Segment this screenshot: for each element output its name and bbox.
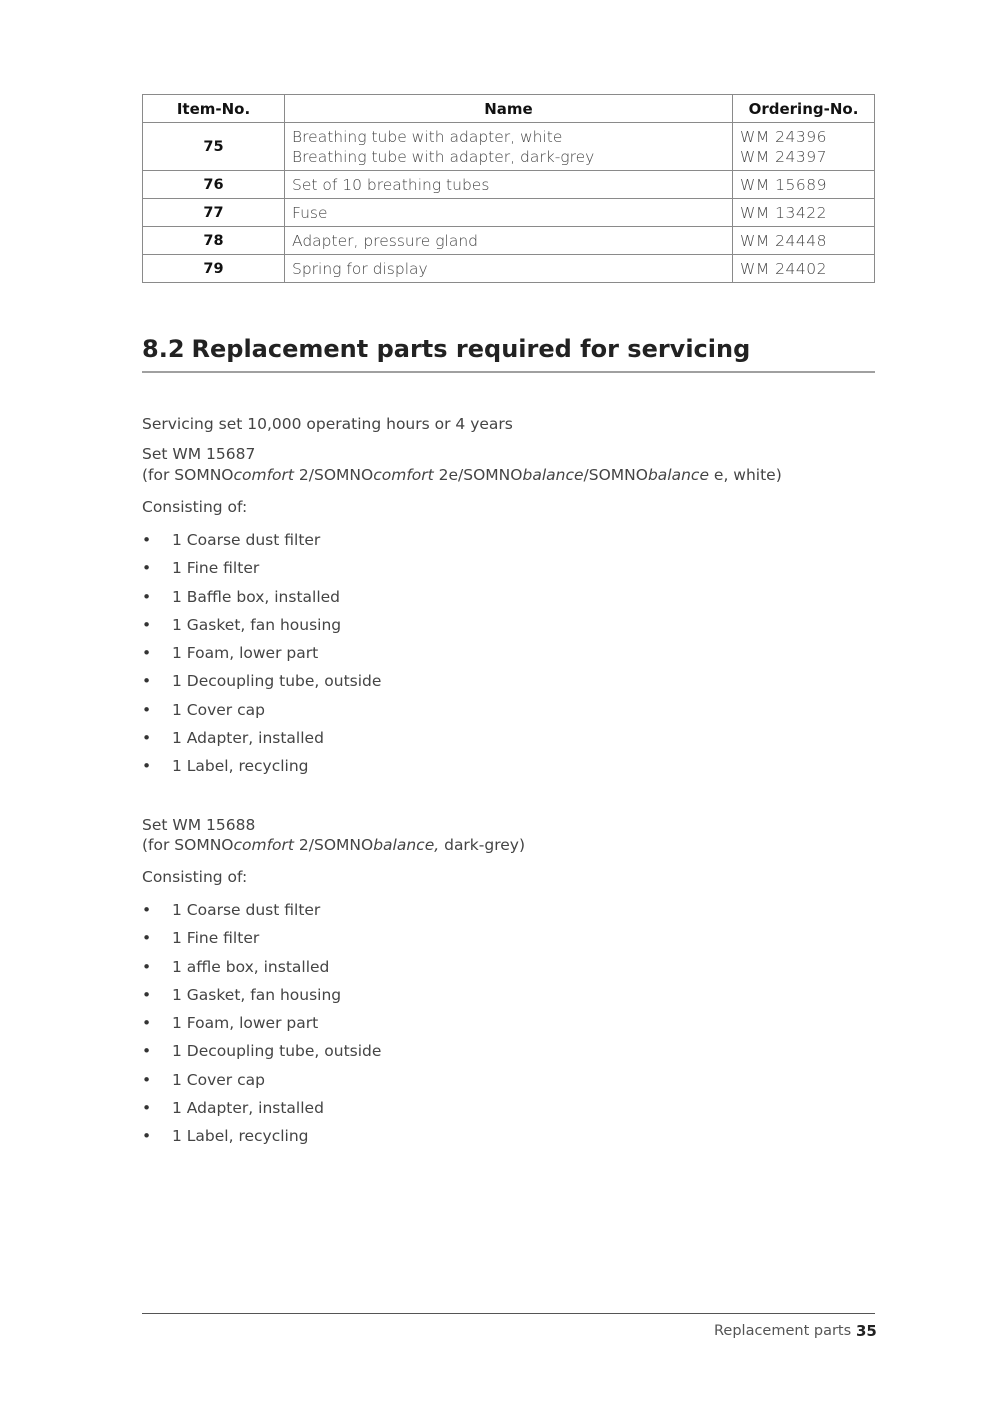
- list-item-text: 1 Coarse dust filter: [172, 531, 321, 549]
- item-number: 76: [143, 171, 285, 199]
- bullet-icon: •: [142, 901, 152, 919]
- set1-devices-part: comfort: [373, 466, 434, 484]
- set2-devices-part: balance,: [373, 836, 440, 854]
- table-row: [143, 255, 875, 283]
- set1-devices-part: balance: [647, 466, 709, 484]
- ordering-number: [733, 123, 875, 171]
- set1-consisting: Consisting of:: [142, 498, 248, 516]
- parts-table: [142, 94, 875, 283]
- list-item: [142, 1041, 381, 1069]
- item-number: 78: [143, 227, 285, 255]
- bullet-icon: •: [142, 700, 152, 719]
- list-item-text: 1 Cover cap: [172, 1070, 265, 1089]
- ordering-number: WM 15689: [733, 171, 875, 199]
- set2-devices-part: 2/SOMNO: [294, 836, 374, 854]
- list-item: [142, 1013, 381, 1041]
- bullet-icon: •: [142, 587, 152, 606]
- list-item: [142, 985, 381, 1013]
- intro-text: Servicing set 10,000 operating hours or 4 years: [142, 415, 513, 433]
- set2-consisting: Consisting of:: [142, 868, 248, 886]
- table-row: [143, 199, 875, 227]
- list-item: [142, 928, 381, 956]
- ordering-number: WM 13422: [733, 199, 875, 227]
- list-item-text: 1 Foam, lower part: [172, 1014, 319, 1033]
- list-item-text: 1 Adapter, installed: [172, 729, 324, 748]
- section-title: Replacement parts required for servicing: [191, 335, 751, 363]
- set1-title: Set WM 15687: [142, 445, 256, 463]
- set2-devices-part: comfort: [233, 836, 294, 854]
- bullet-icon: •: [142, 644, 152, 663]
- bullet-icon: •: [142, 957, 152, 976]
- part-name-line: Breathing tube with adapter, white: [292, 127, 563, 146]
- item-number: 77: [143, 199, 285, 227]
- set2-devices: [142, 835, 525, 856]
- table-row: [143, 227, 875, 255]
- set1-devices-part: 2e/SOMNO: [433, 466, 523, 484]
- item-number: 79: [143, 255, 285, 283]
- part-name: Spring for display: [285, 255, 733, 283]
- part-name-line: Breathing tube with adapter, dark-grey: [292, 147, 595, 166]
- bullet-icon: •: [142, 729, 152, 748]
- header-item-no: Item-No.: [143, 95, 285, 123]
- list-item-text: 1 Decoupling tube, outside: [172, 672, 382, 691]
- ordering-number-line: WM 24396: [740, 127, 827, 146]
- list-item: [142, 643, 381, 671]
- list-item-text: 1 Label, recycling: [172, 1127, 309, 1146]
- table-row: [143, 171, 875, 199]
- section-heading: [142, 335, 875, 373]
- list-item-text: 1 affle box, installed: [172, 957, 330, 976]
- list-item-text: 1 Adapter, installed: [172, 1099, 324, 1118]
- list-item: [142, 1098, 381, 1126]
- list-item: [142, 900, 381, 928]
- list-item: [142, 671, 381, 699]
- list-item-text: 1 Decoupling tube, outside: [172, 1042, 382, 1061]
- list-item-text: 1 Cover cap: [172, 700, 265, 719]
- list-item: [142, 530, 381, 558]
- set1-devices-part: balance: [522, 466, 584, 484]
- list-item-text: 1 Foam, lower part: [172, 644, 319, 663]
- list-item: [142, 558, 381, 586]
- bullet-icon: •: [142, 1127, 152, 1146]
- list-item-text: 1 Coarse dust filter: [172, 901, 321, 919]
- bullet-icon: •: [142, 757, 152, 776]
- list-item: [142, 756, 381, 784]
- section-number: 8.2: [142, 335, 185, 363]
- table-row: [143, 123, 875, 171]
- ordering-number: WM 24402: [733, 255, 875, 283]
- ordering-number: WM 24448: [733, 227, 875, 255]
- ordering-number-line: WM 24397: [740, 147, 827, 166]
- bullet-icon: •: [142, 672, 152, 691]
- part-name: Adapter, pressure gland: [285, 227, 733, 255]
- bullet-icon: •: [142, 615, 152, 634]
- table-header-row: [143, 95, 875, 123]
- list-item: [142, 700, 381, 728]
- list-item: [142, 957, 381, 985]
- set2-devices-part: dark-grey): [439, 836, 526, 854]
- bullet-icon: •: [142, 559, 152, 578]
- set1-item-list: [142, 530, 381, 785]
- list-item: [142, 587, 381, 615]
- bullet-icon: •: [142, 531, 152, 549]
- set2-item-list: [142, 900, 381, 1155]
- set1-devices: [142, 465, 782, 486]
- list-item: [142, 728, 381, 756]
- list-item-text: 1 Gasket, fan housing: [172, 985, 342, 1004]
- bullet-icon: •: [142, 929, 152, 948]
- set2-devices-part: (for SOMNO: [142, 836, 234, 854]
- set1-devices-part: (for SOMNO: [142, 466, 234, 484]
- list-item-text: 1 Fine filter: [172, 559, 260, 578]
- bullet-icon: •: [142, 1042, 152, 1061]
- item-number: 75: [143, 123, 285, 171]
- part-name: Set of 10 breathing tubes: [285, 171, 733, 199]
- footer-divider: [142, 1313, 875, 1314]
- page-number: 35: [856, 1322, 877, 1340]
- set1-devices-part: 2/SOMNO: [294, 466, 374, 484]
- list-item: [142, 1126, 381, 1154]
- set1-devices-part: comfort: [233, 466, 294, 484]
- footer-section-title: Replacement parts: [714, 1323, 852, 1339]
- list-item-text: 1 Gasket, fan housing: [172, 615, 342, 634]
- bullet-icon: •: [142, 1070, 152, 1089]
- part-name: [285, 123, 733, 171]
- list-item: [142, 615, 381, 643]
- list-item: [142, 1070, 381, 1098]
- set1-devices-part: /SOMNO: [583, 466, 648, 484]
- header-name: Name: [285, 95, 733, 123]
- list-item-text: 1 Fine filter: [172, 929, 260, 948]
- set1-devices-part: e, white): [708, 466, 782, 484]
- list-item-text: 1 Baffle box, installed: [172, 587, 341, 606]
- bullet-icon: •: [142, 1014, 152, 1033]
- list-item-text: 1 Label, recycling: [172, 757, 309, 776]
- header-ordering-no: Ordering-No.: [733, 95, 875, 123]
- set2-title: Set WM 15688: [142, 816, 256, 834]
- part-name: Fuse: [285, 199, 733, 227]
- bullet-icon: •: [142, 985, 152, 1004]
- bullet-icon: •: [142, 1099, 152, 1118]
